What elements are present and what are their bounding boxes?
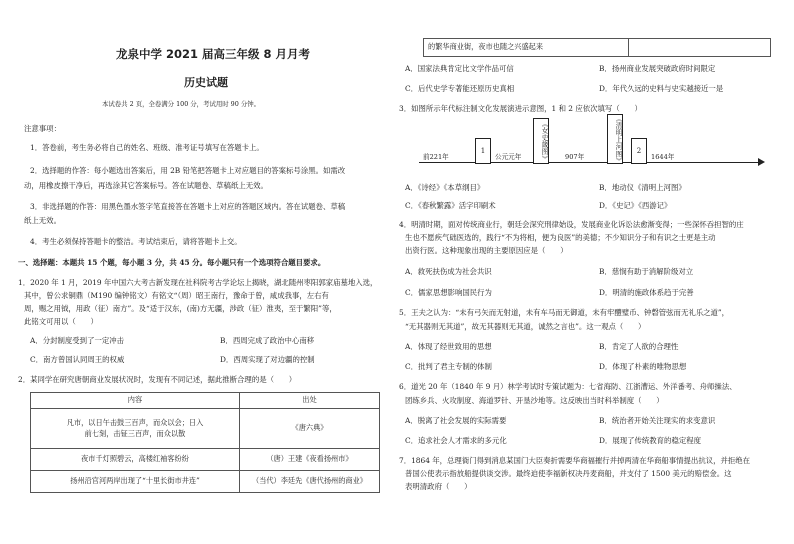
section-1-heading: 一、选择题：本题共 15 个题，每小题 3 分，共 45 分。每小题只有一个选项符合题目要求。 <box>18 258 326 267</box>
q2-row-4-content: 的繁华商业街，夜市也随之兴盛起来 <box>424 39 629 57</box>
q3-stem: 3．如图所示年代标注制文化发展演进示意图，1 和 2 应依次填写（ ） <box>399 104 642 113</box>
q3-option-c[interactable]: C．《春秋繁露》活字印刷术 <box>405 201 496 210</box>
q2-option-a[interactable]: A．国家法典肯定比文学作品可信 <box>405 64 514 73</box>
q6-line-2: 团练乡兵、火攻制度、海道罗针、开垦沙地等。这反映出当时科举制度（ ） <box>405 396 664 405</box>
q3-timeline <box>405 116 777 180</box>
q2-row-1-content-line-1: 凡市，以日午击鼓三百声，而众以会；日入 <box>66 418 204 428</box>
q1-option-c[interactable]: C．南方曾国认同周王的权威 <box>30 355 125 364</box>
exam-title: 龙泉中学 2021 届高三年级 8 月月考 <box>116 47 311 61</box>
q2-header-content: 内容 <box>31 393 240 409</box>
exam-meta: 本试卷共 2 页，全卷满分 100 分，考试用时 90 分钟。 <box>102 100 261 108</box>
table-row <box>424 39 771 57</box>
q7-line-3: 表明清政府（ ） <box>405 482 472 491</box>
q5-option-c[interactable]: C．批判了君主专制的体制 <box>405 362 492 371</box>
q4-option-a[interactable]: A．救死扶伤成为社会共识 <box>405 267 492 276</box>
q2-row-4-source <box>629 39 771 57</box>
q4-line-1: 4．明清时期，面对传统商业行，朝廷会深究刑律始设，发展商业化诉讼法愈渐变得；一些深怀吞担智的庄 <box>399 220 744 229</box>
q5-line-1: 5．王夫之认为：“未有弓矢而无射道，未有车马而无御道，未有牢醴璧币、钟磬管弦而无礼乐之道”， <box>399 308 730 317</box>
q2-row-3-content: 扬州沿官河两岸出现了“十里长街市井连” <box>31 471 240 493</box>
notes-heading: 注意事项： <box>24 124 61 133</box>
q2-row-1-content-line-2: 前七刻，击钲三百声，而众以散 <box>84 428 186 438</box>
timeline-axis <box>419 162 761 163</box>
q1-line-4: 此铭文可用以（ ） <box>24 317 98 326</box>
timeline-blank-2: 2 <box>631 138 647 164</box>
q6-option-c[interactable]: C．追求社会人才需求的多元化 <box>405 436 507 445</box>
table-row <box>31 449 380 471</box>
timeline-label-221bc: 前221年 <box>423 153 449 161</box>
timeline-box-qingming: 《清明上河图》 <box>607 114 623 164</box>
timeline-box-nvshi: 《女史箴图》 <box>533 118 549 164</box>
q2-row-2-source: （唐）王建《夜看扬州市》 <box>240 449 380 471</box>
q1-option-a[interactable]: A．分封制度受到了一定冲击 <box>30 336 125 345</box>
q2-table <box>30 392 380 493</box>
q2-stem: 2．某同学在研究唐朝商业发展状况时，发现有不同记述，据此推断合理的是（ ） <box>18 375 297 384</box>
q1-line-2: 其中，曾公求铜鼎（M190 编钟铭文）有铭文“（周）昭王南行，豫命于曾，咸成我事，左右有 <box>24 291 329 300</box>
q1-line-3: 周，赐之用钺，用政（征）南方”。及“适于汉东，(南)方无疆，涉政（征）淮夷，至于繁阳”等， <box>24 304 337 313</box>
note-2-cont: 动，用橡皮擦干净后，再选涂其它答案标号。答在试题卷、草稿纸上无效。 <box>24 181 268 190</box>
q4-line-2: 生也不愿疾气础医选的，践行“不为将相，便为良医”的美德；不少知识分子和有识之士更是主动 <box>405 233 716 242</box>
note-4: 4．考生必须保持答题卡的整洁。考试结束后，请将答题卡上交。 <box>30 237 242 246</box>
timeline-blank-1: 1 <box>475 138 491 164</box>
q6-line-1: 6．道光 20 年（1840 年 9 月）林学考试时专策试题为：七省海防、江浙漕运、外洋番考、舟师操法、 <box>399 382 737 391</box>
q1-line-1: 1．2020 年 1 月，2019 年中国六大考古新发现在社科院考古学论坛上揭晓，湖北随州枣阳郭家庙墓地入选， <box>18 278 378 287</box>
timeline-label-1644: 1644年 <box>651 153 675 161</box>
timeline-label-907: 907年 <box>565 153 585 161</box>
q2-row-3-source: （当代）李廷先《唐代扬州的商业》 <box>240 471 380 493</box>
q2-row-1-source: 《唐六典》 <box>240 409 380 449</box>
table-row <box>31 409 380 449</box>
note-3-cont: 纸上无效。 <box>24 216 61 225</box>
q5-option-b[interactable]: B．肯定了人欲的合理性 <box>599 342 679 351</box>
q2-row-2-content: 夜市千灯照碧云，高楼红袖客纷纷 <box>31 449 240 471</box>
q6-option-b[interactable]: B．统治者开始关注现实的求变意识 <box>599 416 716 425</box>
q5-option-a[interactable]: A．体现了经世致用的思想 <box>405 342 492 351</box>
q4-option-d[interactable]: D．明清的施政体系趋于完善 <box>599 288 694 297</box>
q6-option-a[interactable]: A．脱离了社会发展的实际需要 <box>405 416 507 425</box>
q1-option-d[interactable]: D．西周实现了对边疆的控制 <box>220 355 315 364</box>
q5-option-d[interactable]: D．体现了朴素的唯物思想 <box>599 362 687 371</box>
q3-option-a[interactable]: A．《诗经》《本草纲目》 <box>405 183 485 192</box>
q7-line-2: 普国公使表示指放船提供谈交涉。最终迫使李福新权决丹麦商船，并支付了 1500 美元的赔偿金。这 <box>405 469 732 478</box>
timeline-arrow-icon <box>758 158 765 166</box>
q6-option-d[interactable]: D．展现了传统教育的稳定程度 <box>599 436 702 445</box>
q4-option-c[interactable]: C．儒家思想影响国民行为 <box>405 288 492 297</box>
q4-line-3: 出资行医。这种现象出现的主要原因应是（ ） <box>405 246 568 255</box>
q7-line-1: 7．1864 年，总理衙门得到消息某国门大臣奏折需要华商福摧行并掉两清在华商船事情提出抗议，并拒绝在 <box>399 456 751 465</box>
q2-option-c[interactable]: C．后代史学专著能还原历史真相 <box>405 84 515 93</box>
q2-table-continued <box>423 38 771 57</box>
note-2: 2．选择题的作答：每小题选出答案后，用 2B 铅笔把答题卡上对应题目的答案标号涂黑。如需改 <box>30 166 346 175</box>
q2-row-1-content <box>31 409 240 449</box>
table-row <box>31 471 380 493</box>
q4-option-b[interactable]: B．慈悯有助于消解阶级对立 <box>599 267 694 276</box>
exam-subtitle: 历史试题 <box>184 76 228 89</box>
q2-option-b[interactable]: B．扬州商业发展突破政府时间限定 <box>599 64 716 73</box>
q5-line-2: “无其器则无其道”，故无其器则无其道，诚然之言也”。这一观点（ ） <box>405 322 646 331</box>
q3-option-b[interactable]: B．地动仪《清明上河图》 <box>599 183 686 192</box>
timeline-label-ad1: 公元元年 <box>495 153 522 161</box>
note-3: 3．非选择题的作答：用黑色墨水签字笔直接答在答题卡上对应的答题区域内。答在试题卷、草稿 <box>30 202 346 211</box>
q2-table-header <box>31 393 380 409</box>
q2-option-d[interactable]: D．年代久远的史料与史实越接近一是 <box>599 84 724 93</box>
q1-option-b[interactable]: B．西周完成了政治中心南移 <box>220 336 315 345</box>
note-1: 1．答卷前，考生务必将自己的姓名、班级、准考证号填写在答题卡上。 <box>30 143 264 152</box>
q2-header-source: 出处 <box>240 393 380 409</box>
q3-option-d[interactable]: D．《史记》《西游记》 <box>599 201 672 210</box>
